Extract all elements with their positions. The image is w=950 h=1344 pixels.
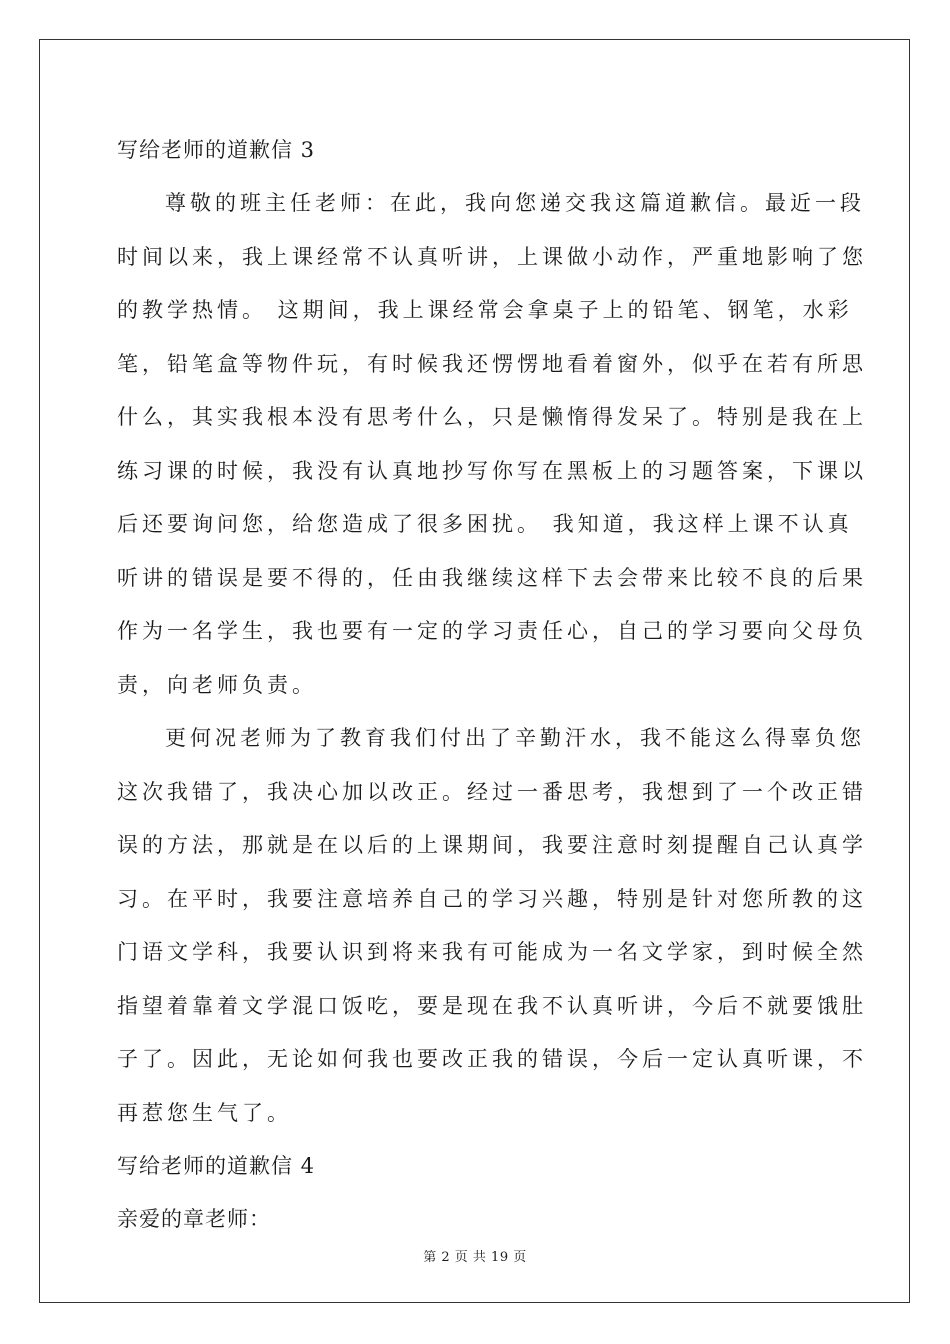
- text-line: 什么，其实我根本没有思考什么，只是懒惰得发呆了。特别是我在上: [117, 405, 867, 429]
- letter-4-salutation: 亲爱的章老师：: [117, 1207, 271, 1231]
- text-line: 时间以来，我上课经常不认真听讲，上课做小动作，严重地影响了您: [117, 244, 867, 269]
- letter-3-paragraph-2: [117, 712, 867, 1140]
- document-body: [117, 124, 867, 1246]
- text-line: 责，向老师负责。: [117, 672, 317, 697]
- text-line: 再惹您生气了。: [117, 1100, 292, 1125]
- text-line: 尊敬的班主任老师：在此，我向您递交我这篇道歉信。最近一段: [165, 191, 865, 215]
- text-line: 误的方法，那就是在以后的上课期间，我要注意时刻提醒自己认真学: [117, 833, 867, 857]
- text-line: 指望着靠着文学混口饭吃，要是现在我不认真听讲，今后不就要饿肚: [117, 993, 867, 1018]
- text-line: 听讲的错误是要不得的，任由我继续这样下去会带来比较不良的后果: [117, 565, 867, 590]
- text-line: 后还要询问您，给您造成了很多困扰。 我知道，我这样上课不认真: [117, 512, 853, 536]
- text-line: 子了。因此，无论如何我也要改正我的错误，今后一定认真听课，不: [117, 1047, 867, 1071]
- page-number-footer: 第 2 页 共 19 页: [423, 1250, 527, 1265]
- text-line: 练习课的时候，我没有认真地抄写你写在黑板上的习题答案，下课以: [117, 458, 867, 483]
- letter-4-heading: 写给老师的道歉信 4: [117, 1154, 316, 1178]
- text-line: 的教学热情。 这期间，我上课经常会拿桌子上的铅笔、钢笔，水彩: [117, 298, 853, 322]
- letter-3-paragraph-1: [117, 177, 867, 712]
- text-line: 门语文学科，我要认识到将来我有可能成为一名文学家，到时候全然: [117, 940, 867, 964]
- text-line: 作为一名学生，我也要有一定的学习责任心，自己的学习要向父母负: [117, 619, 867, 643]
- text-line: 这次我错了，我决心加以改正。经过一番思考，我想到了一个改正错: [117, 779, 867, 804]
- letter-3-heading: 写给老师的道歉信 3: [117, 138, 316, 162]
- text-line: 笔，铅笔盒等物件玩，有时候我还愣愣地看着窗外，似乎在若有所思: [117, 351, 867, 376]
- text-line: 更何况老师为了教育我们付出了辛勤汗水，我不能这么得辜负您: [165, 726, 865, 750]
- text-line: 习。在平时，我要注意培养自己的学习兴趣，特别是针对您所教的这: [117, 886, 867, 911]
